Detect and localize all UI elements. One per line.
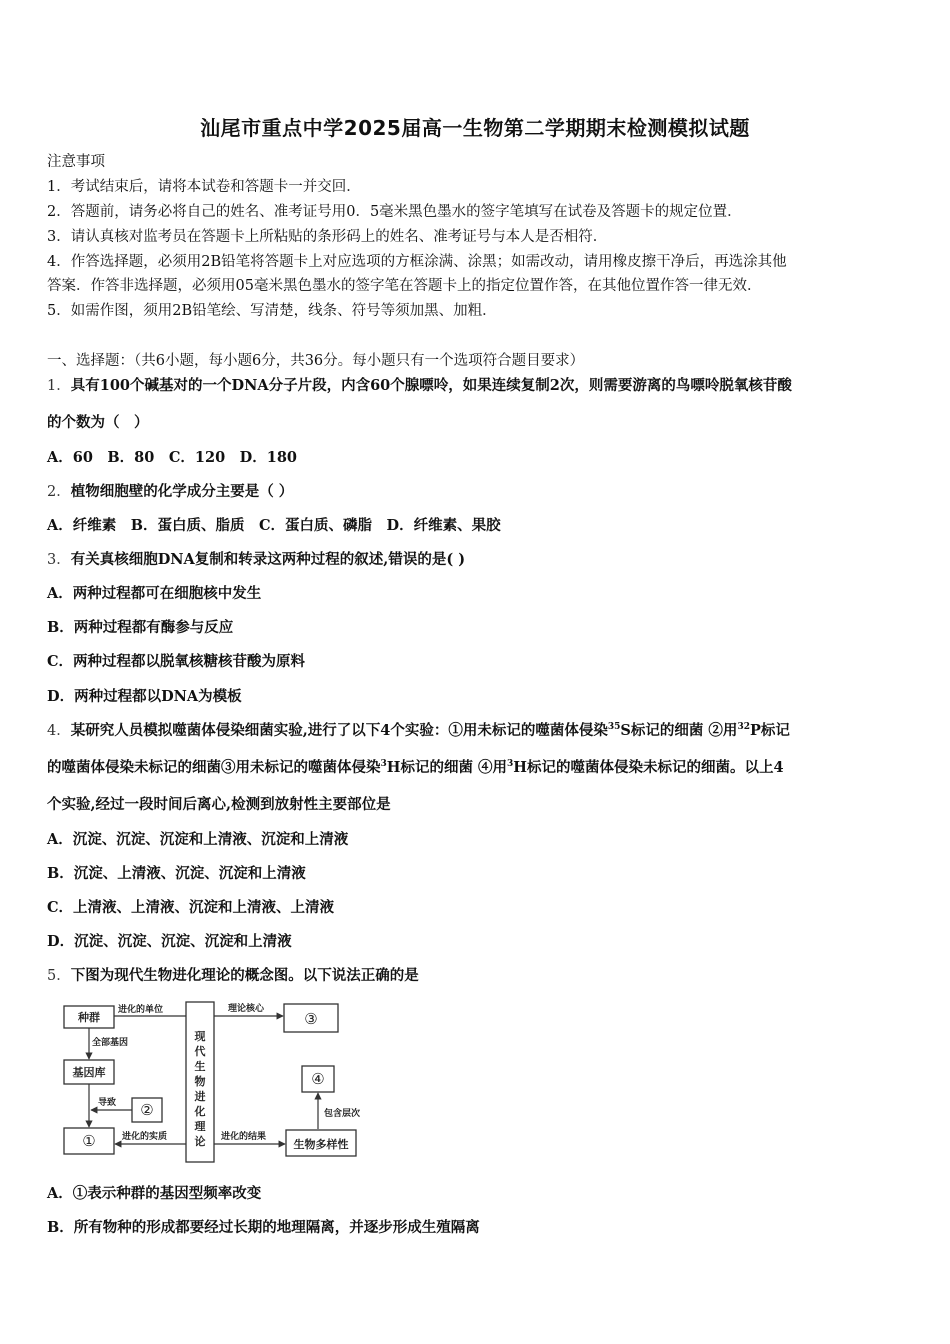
question-4-text-2c: H标记的噬菌体侵染未标记的细菌。以上4 [513, 759, 784, 776]
label-circle-4: ④ [311, 1070, 325, 1088]
label-essence: 进化的实质 [122, 1132, 168, 1142]
question-1-number: 1． [47, 378, 71, 394]
question-5-number: 5． [47, 968, 71, 984]
notice-item-3: 3．请认真核对监考员在答题卡上所粘贴的条形码上的姓名、准考证号与本人是否相符． [47, 229, 608, 245]
question-4-text-2a: 的噬菌体侵染未标记的细菌③用未标记的噬菌体侵染 [47, 759, 381, 776]
page-title: 汕尾市重点中学2025届高一生物第二学期期末检测模拟试题 [200, 116, 750, 140]
center-char-2: 代 [194, 1045, 206, 1058]
notice-item-5: 5．如需作图，须用2B铅笔绘、写清楚，线条、符号等须加黑、加粗． [47, 303, 497, 319]
question-1-line-1 [47, 376, 792, 396]
question-3-option-a: A．两种过程都可在细胞核中发生 [47, 585, 262, 602]
label-population: 种群 [78, 1011, 100, 1024]
question-4-line-3: 个实验,经过一段时间后离心,检测到放射性主要部位是 [47, 796, 391, 813]
question-2-stem: 植物细胞壁的化学成分主要是（ ） [70, 483, 294, 500]
label-leads-to: 导致 [98, 1098, 117, 1108]
question-3-number: 3． [47, 552, 71, 568]
question-4-option-c: C．上清液、上清液、沉淀和上清液、上清液 [47, 899, 335, 916]
question-3-option-d: D．两种过程都以DNA为模板 [47, 688, 242, 705]
question-3-stem: 有关真核细胞DNA复制和转录这两种过程的叙述,错误的是( ) [70, 551, 466, 568]
question-1-options: A．60 B．80 C．120 D．180 [47, 449, 298, 466]
label-result: 进化的结果 [221, 1132, 267, 1142]
question-2-number: 2． [47, 484, 71, 500]
notice-item-1: 1．考试结束后，请将本试卷和答题卡一并交回． [47, 179, 361, 195]
question-3-option-b: B．两种过程都有酶参与反应 [47, 619, 234, 636]
question-4-line-2 [47, 758, 784, 778]
label-circle-1: ① [82, 1132, 96, 1150]
label-circle-3: ③ [304, 1010, 318, 1028]
notice-item-4-cont: 答案．作答非选择题，必须用05毫米黑色墨水的签字笔在答题卡上的指定位置作答，在其他位置作答一律无效． [47, 278, 762, 294]
superscript-32: 32 [737, 722, 750, 732]
question-2-stem-line [47, 482, 293, 502]
question-4-text-1b: S标记的细菌 ②用 [620, 722, 738, 739]
label-circle-2: ② [140, 1101, 154, 1119]
label-unit: 进化的单位 [118, 1005, 164, 1015]
question-4-text-1c: P标记 [749, 722, 790, 739]
center-char-7: 理 [194, 1120, 206, 1133]
notice-item-4: 4．作答选择题，必须用2B铅笔将答题卡上对应选项的方框涂满、涂黑；如需改动，请用橡皮擦干净后，再选涂其他 [47, 254, 787, 270]
center-char-4: 物 [194, 1075, 206, 1088]
center-char-8: 论 [194, 1135, 206, 1148]
question-5-option-b: B．所有物种的形成都要经过长期的地理隔离，并逐步形成生殖隔离 [47, 1219, 480, 1236]
question-4-text-1a: 某研究人员模拟噬菌体侵染细菌实验,进行了以下4个实验：①用未标记的噬菌体侵染 [70, 722, 608, 739]
section-heading: 一、选择题：（共6小题，每小题6分，共36分。每小题只有一个选项符合题目要求） [47, 353, 585, 369]
center-char-3: 生 [194, 1060, 206, 1073]
question-5-stem: 下图为现代生物进化理论的概念图。以下说法正确的是 [70, 967, 419, 984]
question-3-stem-line [47, 550, 465, 570]
evolution-concept-diagram [58, 998, 368, 1168]
superscript-3b: 3 [507, 759, 514, 769]
question-4-option-d: D．沉淀、沉淀、沉淀、沉淀和上清液 [47, 933, 292, 950]
center-char-6: 化 [194, 1105, 206, 1118]
label-all-genes: 全部基因 [92, 1038, 129, 1048]
question-4-line-1 [47, 721, 790, 741]
center-char-1: 现 [194, 1030, 206, 1043]
question-4-number: 4． [47, 723, 71, 739]
question-4-option-a: A．沉淀、沉淀、沉淀和上清液、沉淀和上清液 [47, 831, 349, 848]
question-1-line-2: 的个数为（ ） [47, 414, 149, 431]
notice-heading: 注意事项 [47, 154, 105, 170]
label-biodiversity: 生物多样性 [293, 1138, 349, 1151]
label-levels: 包含层次 [324, 1109, 361, 1119]
question-5-stem-line [47, 966, 419, 986]
superscript-35: 35 [607, 722, 621, 732]
question-3-option-c: C．两种过程都以脱氧核糖核苷酸为原料 [47, 653, 306, 670]
question-4-text-2b: H标记的细菌 ④用 [386, 759, 508, 776]
superscript-3a: 3 [380, 759, 387, 769]
label-gene-pool: 基因库 [72, 1066, 106, 1079]
label-core: 理论核心 [228, 1004, 265, 1014]
question-5-option-a: A．①表示种群的基因型频率改变 [47, 1185, 262, 1202]
notice-item-2: 2．答题前，请务必将自己的姓名、准考证号用0．5毫米黑色墨水的签字笔填写在试卷及答题卡的规定位置． [47, 204, 742, 220]
center-char-5: 进 [194, 1090, 206, 1103]
question-2-options: A．纤维素 B．蛋白质、脂质 C．蛋白质、磷脂 D．纤维素、果胶 [47, 517, 501, 534]
question-4-option-b: B．沉淀、上清液、沉淀、沉淀和上清液 [47, 865, 306, 882]
question-1-stem: 具有100个碱基对的一个DNA分子片段，内含60个腺嘌呤，如果连续复制2次，则需要游离的鸟嘌呤脱氧核苷酸 [70, 377, 792, 394]
